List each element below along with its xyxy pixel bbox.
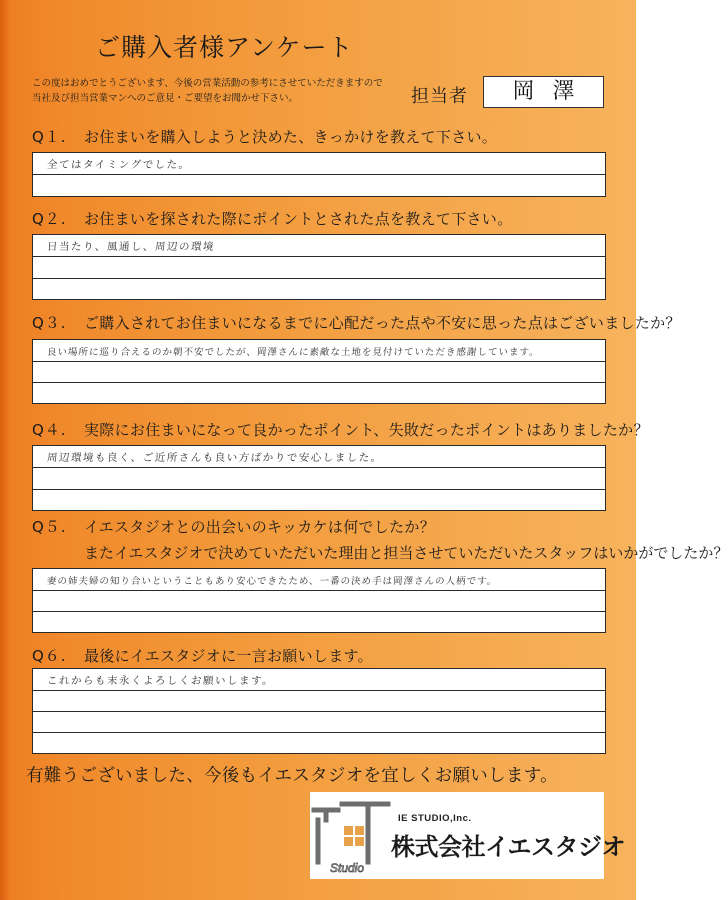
question-number: Q４. bbox=[32, 421, 67, 439]
question-number: Q２. bbox=[32, 210, 67, 228]
question-5 bbox=[32, 516, 435, 537]
question-text: お住まいを探された際にポイントとされた点を教えて下さい。 bbox=[84, 210, 513, 228]
answer-rule bbox=[33, 590, 605, 591]
answer-rule bbox=[33, 690, 605, 691]
answer-rule bbox=[33, 361, 605, 362]
answer-rule bbox=[33, 278, 605, 279]
answer-text: 全てはタイミングでした。 bbox=[46, 159, 191, 171]
logo-mark-text: Studio bbox=[330, 861, 365, 875]
question-text: ご購入されてお住まいになるまでに心配だった点や不安に思った点はございましたか？ bbox=[84, 314, 681, 332]
intro-line-1: この度はおめでとうございます、今後の営業活動の参考にさせていただきますので bbox=[32, 78, 383, 89]
answer-rule bbox=[33, 467, 605, 468]
answer-text: 日当たり、風通し、周辺の環境 bbox=[46, 241, 216, 253]
answer-box-2 bbox=[32, 234, 606, 300]
staff-label: 担当者 bbox=[411, 86, 468, 107]
question-text: イエスタジオとの出会いのキッカケは何でしたか？ bbox=[84, 518, 436, 536]
answer-box-3 bbox=[32, 339, 606, 404]
answer-box-1 bbox=[32, 152, 606, 197]
answer-rule bbox=[33, 732, 605, 733]
company-name-ja: 株式会社イエスタジオ bbox=[391, 833, 626, 861]
answer-rule bbox=[33, 711, 605, 712]
intro-text bbox=[32, 76, 402, 106]
scan-edge bbox=[0, 0, 10, 900]
question-text: 最後にイエスタジオに一言お願いします。 bbox=[84, 647, 373, 665]
answer-rule bbox=[33, 256, 605, 257]
question-2 bbox=[32, 208, 512, 229]
question-text: お住まいを購入しようと決めた、きっかけを教えて下さい。 bbox=[84, 128, 498, 146]
answer-rule bbox=[33, 611, 605, 612]
answer-text: 周辺環境も良く、ご近所さんも良い方ばかりで安心しました。 bbox=[46, 452, 384, 464]
closing-message: 有難うございました、今後もイエスタジオを宜しくお願いします。 bbox=[26, 766, 558, 786]
question-4 bbox=[32, 419, 649, 440]
question-number: Q６. bbox=[32, 647, 67, 665]
question-6 bbox=[32, 645, 373, 666]
question-1 bbox=[32, 126, 497, 147]
question-3 bbox=[32, 312, 681, 333]
window-icon bbox=[344, 826, 364, 846]
staff-name-box: 岡澤 bbox=[483, 76, 604, 108]
answer-text: これからも末永くよろしくお願いします。 bbox=[46, 675, 275, 687]
answer-rule bbox=[33, 489, 605, 490]
question-5-line-2: またイエスタジオで決めていただいた理由と担当させていただいたスタッフはいかがでしたか？ bbox=[84, 544, 728, 562]
answer-text: 妻の姉夫婦の知り合いということもあり安心できたため、一番の決め手は岡澤さんの人柄です。 bbox=[46, 576, 498, 587]
answer-box-5 bbox=[32, 568, 606, 633]
answer-rule bbox=[33, 382, 605, 383]
question-number: Q１. bbox=[32, 128, 67, 146]
page-title: ご購入者様アンケート bbox=[95, 33, 354, 62]
house-logo-icon bbox=[312, 796, 392, 880]
question-number: Q５. bbox=[32, 518, 67, 536]
question-text: 実際にお住まいになって良かったポイント、失敗だったポイントはありましたか？ bbox=[84, 421, 649, 439]
answer-text: 良い場所に巡り合えるのか朝不安でしたが、岡澤さんに素敵な土地を見付けていただき感謝しています。 bbox=[46, 347, 541, 358]
question-number: Q３. bbox=[32, 314, 67, 332]
intro-line-2: 当社及び担当営業マンへのご意見・ご要望をお聞かせ下さい。 bbox=[32, 93, 299, 104]
company-name-en: IE STUDIO,Inc. bbox=[398, 813, 472, 824]
answer-box-4 bbox=[32, 445, 606, 511]
answer-rule bbox=[33, 174, 605, 175]
answer-box-6 bbox=[32, 668, 606, 754]
